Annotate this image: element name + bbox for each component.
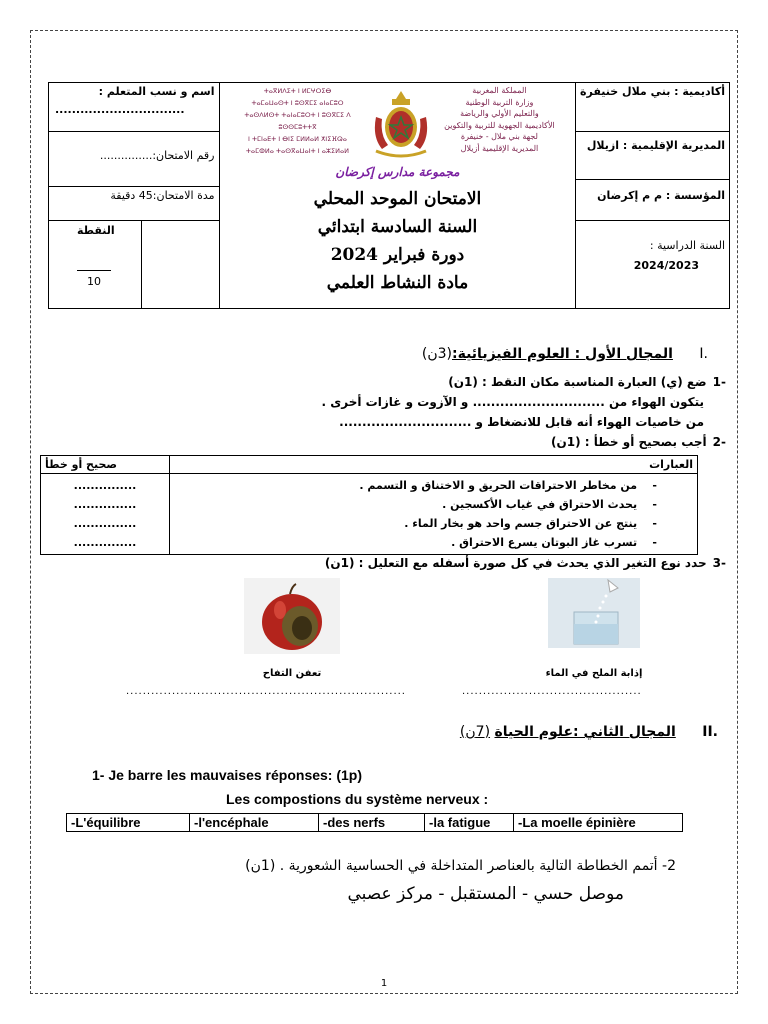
question1: -1ضع (ي) العبارة المناسبة مكان النقط : (1ن) bbox=[448, 375, 726, 389]
rotten-apple-caption: تعفن التفاح bbox=[262, 668, 322, 679]
institution-name: المؤسسة : م م إكرضان bbox=[597, 189, 725, 202]
french-question1: 1- Je barre les mauvaises réponses: (1p) bbox=[92, 767, 363, 783]
answer-field-salt[interactable]: ........................................... bbox=[462, 686, 642, 697]
exam-session: دورة فبراير 2024 bbox=[330, 245, 465, 265]
section1-points: (3ن) bbox=[421, 346, 452, 362]
answer-field[interactable]: ............... bbox=[73, 536, 137, 549]
choice-cell[interactable]: -des nerfs bbox=[319, 814, 425, 832]
ministry-tifinagh: ⵜⴰⴳⵍⴷⵉⵜ ⵏ ⵍⵎⵖⵔⵉⴱ ⵜⴰⵎⴰⵡⴰⵙⵜ ⵏ ⵓⵙⴳⵎⵉ ⴰⵏⴰⵎⵓⵔ ⵜⴰⵙⴷⵍⵙⵜ ⵜⴰⵏⴰⵎⵓⵔⵜ ⵏ ⵓⵙⴳⵎⵉ ⴷ ⵓⵙⵙⵎⵓⵜⵜⴳ ⵏ ⵜⵎⵏⴰⴹⵜ ⵏ ⴱⵏⵉ ⵎⵍⵍⴰⵍ ⵅⵏⵉⴼⵕⴰ ⵜⴰⵎⵀⵍⴰ ⵜⴰⵙⴳⴰⵡⴰⵏⵜ ⵏ ⴰⵣⵉⵍⴰⵍ bbox=[244, 87, 351, 155]
student-name-dots[interactable]: ............................... bbox=[55, 103, 185, 116]
grade-total: 10 bbox=[87, 275, 101, 288]
header-answer: صحيح أو خطأ bbox=[41, 456, 170, 474]
section1-heading bbox=[422, 346, 708, 362]
statement-item: - يحدث الاحتراق في غياب الأكسجين . bbox=[442, 498, 657, 511]
section2-numeral: .II bbox=[702, 724, 718, 740]
answer-field-apple[interactable]: ................................................................... bbox=[126, 686, 406, 697]
school-year-label: السنة الدراسية : bbox=[649, 239, 725, 252]
section2-title: المجال الثاني :علوم الحياة bbox=[494, 724, 676, 740]
salt-in-water-image bbox=[548, 578, 640, 648]
diagram-elements: موصل حسي - المستقبل - مركز عصبي bbox=[347, 884, 624, 904]
section2-points: (7ن) bbox=[459, 724, 491, 740]
statement-item: - ينتج عن الاحتراق جسم واحد هو بخار الماء . bbox=[404, 517, 657, 530]
answer-field[interactable]: ............... bbox=[73, 498, 137, 511]
salt-water-caption: إذابة الملح في الماء bbox=[545, 668, 643, 679]
choice-cell[interactable]: -La moelle épinière bbox=[514, 814, 683, 832]
exam-level: السنة السادسة ابتدائي bbox=[317, 217, 478, 237]
true-false-table bbox=[40, 455, 698, 555]
answer-field[interactable]: ............... bbox=[73, 479, 137, 492]
school-year-value: 2024/2023 bbox=[633, 259, 699, 272]
french-subtitle: Les compostions du système nerveux : bbox=[226, 791, 489, 807]
directorate-name: المديرية الإقليمية : ازيلال bbox=[586, 139, 725, 152]
choice-cell[interactable]: -L'équilibre bbox=[67, 814, 190, 832]
answer-field[interactable]: ............... bbox=[73, 517, 137, 530]
header-table bbox=[48, 82, 730, 309]
academy-name: أكاديمية : بني ملال خنيفرة bbox=[580, 85, 725, 98]
exam-subject: مادة النشاط العلمي bbox=[326, 273, 469, 293]
exam-title: الامتحان الموحد المحلي bbox=[313, 189, 482, 209]
section2-heading bbox=[460, 724, 718, 740]
section1-numeral: .I bbox=[699, 346, 708, 362]
page-number: 1 bbox=[380, 978, 388, 989]
choice-cell[interactable]: -la fatigue bbox=[425, 814, 514, 832]
question2-life: 2- أتمم الخطاطة التالية بالعناصر المتداخلة في الحساسية الشعورية . (1ن) bbox=[245, 858, 676, 874]
statement-item: - تسرب غاز البوتان يسرع الاحتراق . bbox=[451, 536, 657, 549]
section1-title: المجال الأول : العلوم الفيزيائية: bbox=[452, 346, 673, 362]
rotten-apple-image bbox=[244, 578, 340, 654]
choice-cell[interactable]: -l'encéphale bbox=[190, 814, 319, 832]
student-name-label: اسم و نسب المتعلم : bbox=[98, 85, 215, 98]
header-statements: العبارات bbox=[170, 456, 698, 474]
exam-number-field[interactable]: رقم الامتحان:............... bbox=[99, 149, 215, 162]
question3: -3حدد نوع التغير الذي يحدث في كل صورة أسفله مع التعليل : (1ن) bbox=[324, 556, 726, 570]
exam-duration: مدة الامتحان:45 دقيقة bbox=[110, 189, 215, 202]
choices-table bbox=[66, 813, 683, 832]
question1-line2[interactable]: من خاصيات الهواء أنه قابل للانضغاط و ............................. bbox=[339, 415, 704, 429]
question2: -2أجب بصحيح أو خطأ : (1ن) bbox=[550, 435, 726, 449]
grade-label: النقطة bbox=[77, 224, 115, 237]
moroccan-coat-of-arms-icon bbox=[368, 87, 434, 166]
question1-line1[interactable]: يتكون الهواء من ............................. و الآزوت و غازات أخرى . bbox=[321, 395, 704, 409]
ministry-arabic: المملكة المغربية وزارة التربية الوطنية والتعليم الأولي والرياضة الأكاديمية الجهوية للتربية والتكوين لجهة بني ملال - خنيفرة المديرية الإقليمية أزيلال bbox=[444, 86, 555, 153]
school-group-name: مجموعة مدارس إكرضان bbox=[335, 165, 460, 179]
statement-item: - من مخاطر الاحتراقات الحريق و الاختناق و التسمم . bbox=[359, 479, 657, 492]
